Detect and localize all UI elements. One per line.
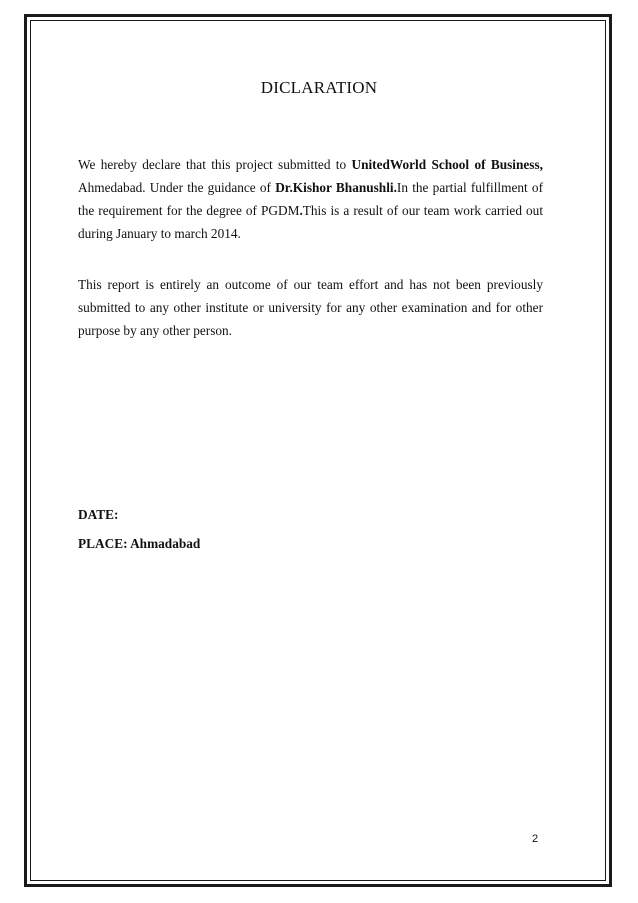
paragraph-text: We hereby declare that this project submitted to: [78, 157, 352, 172]
date-label: DATE:: [78, 507, 119, 522]
guide-name: Dr.Kishor Bhanushli.: [275, 180, 397, 195]
paragraph-text: Ahmedabad. Under the guidance of: [78, 180, 276, 195]
page-title: DICLARATION: [260, 78, 378, 97]
school-name: UnitedWorld School of Business,: [351, 157, 543, 172]
originality-paragraph: This report is entirely an outcome of our team effort and has not been previously submitted to any other institute or university for any other examination and for other purpose by any other person.: [78, 277, 543, 338]
paragraph-text: In the partial fulfillment of the requirement for the degree of PGDM: [78, 180, 544, 218]
declaration-paragraph: [78, 153, 543, 245]
page-border-inner: [30, 20, 606, 881]
page-number: 2: [532, 833, 539, 845]
paragraph-text: This is a result of our team work carried out during January to march 2014.: [78, 203, 544, 241]
bold-period: .: [299, 203, 303, 218]
place-label: PLACE: Ahmadabad: [78, 536, 201, 551]
